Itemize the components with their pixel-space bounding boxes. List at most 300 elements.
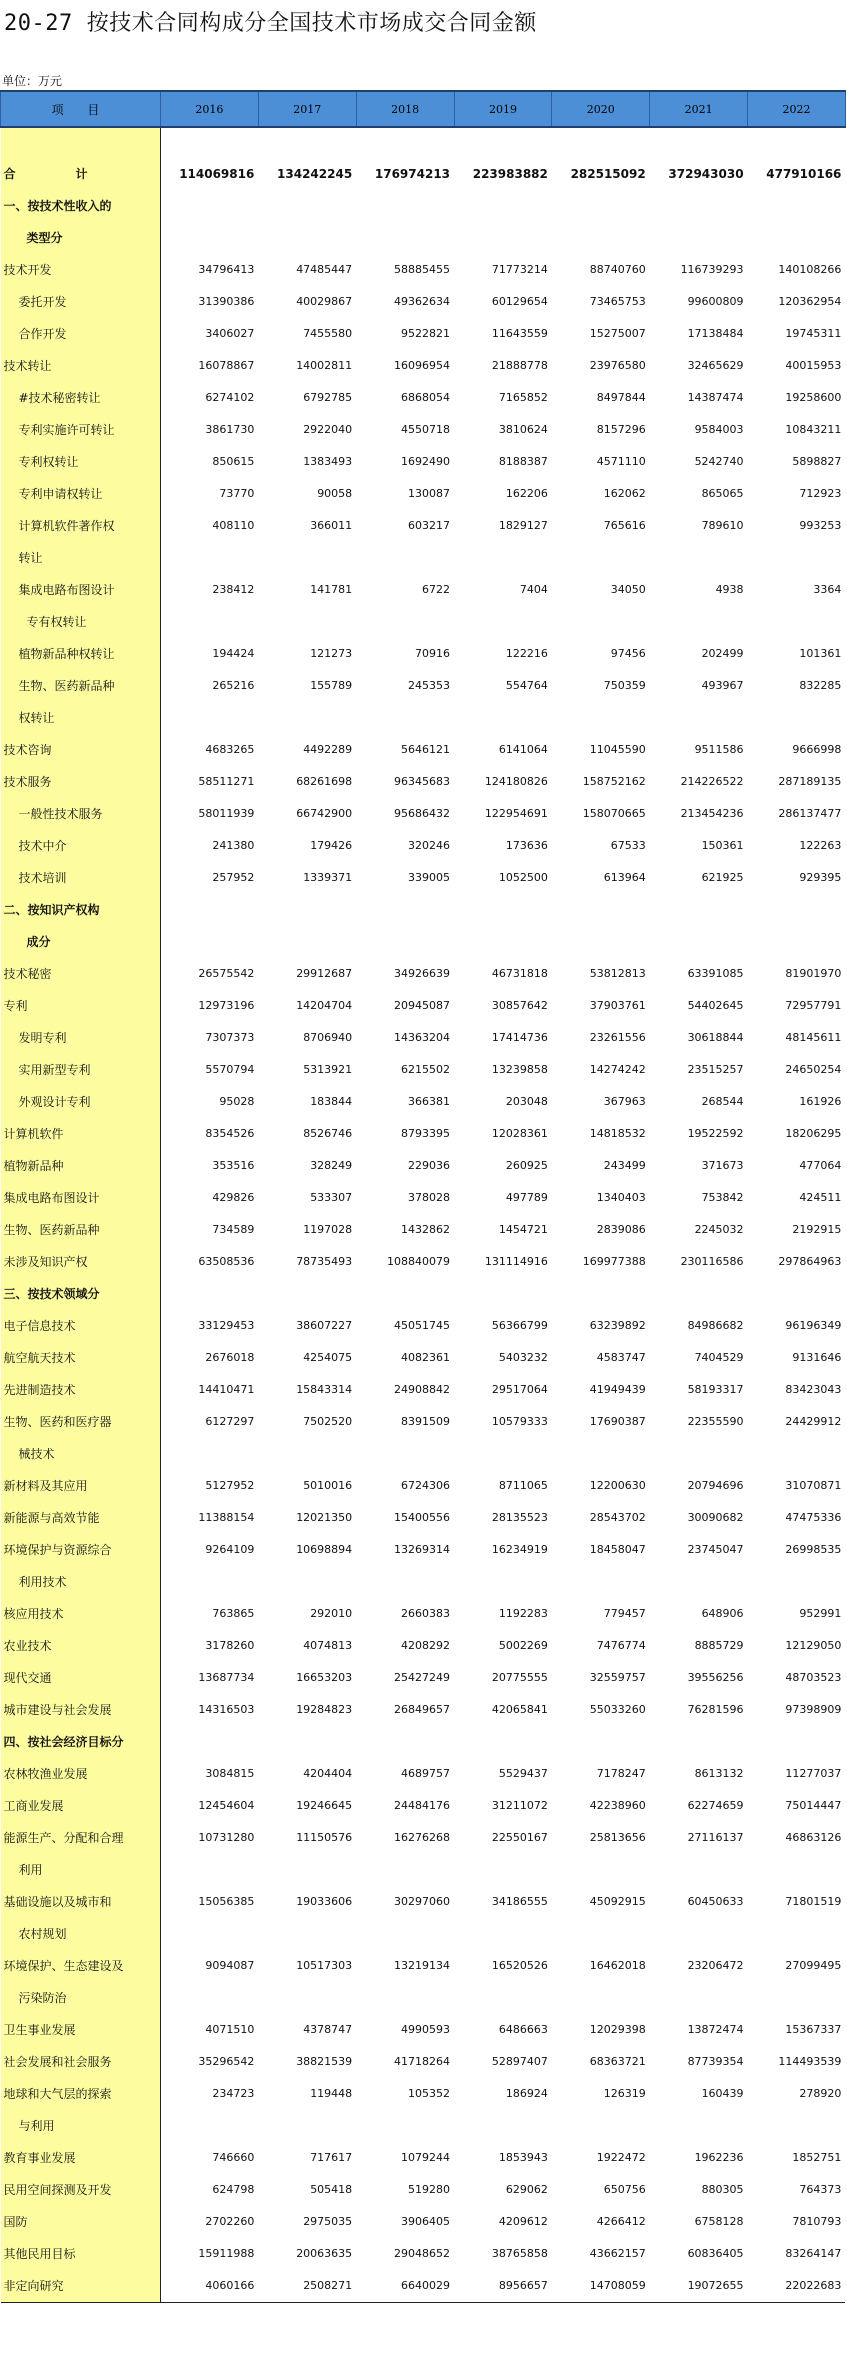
row-label: 械技术 (1, 1438, 161, 1470)
cell-value: 14387474 (687, 391, 744, 404)
cell-value: 87739354 (687, 2055, 744, 2068)
cell-value: 4204404 (303, 1767, 353, 1780)
cell-value: 90058 (317, 487, 353, 500)
cell-value: 114493539 (778, 2055, 842, 2068)
cell-value: 30857642 (491, 999, 548, 1012)
row-label: 权转让 (1, 702, 161, 734)
cell-value (356, 702, 454, 734)
cell-value: 26849657 (394, 1703, 451, 1716)
cell-value: 76281596 (687, 1703, 744, 1716)
cell-value (748, 542, 846, 574)
cell-value (356, 1918, 454, 1950)
cell-value: 67533 (610, 839, 646, 852)
cell-value: 1383493 (303, 455, 353, 468)
cell-value: 124180826 (484, 775, 548, 788)
cell-value (748, 127, 846, 158)
cell-value: 292010 (310, 1607, 353, 1620)
cell-value: 717617 (310, 2151, 353, 2164)
cell-value: 131114916 (484, 1255, 548, 1268)
header-year: 2022 (748, 91, 846, 127)
table-row (1, 542, 846, 574)
table-row (1, 1118, 846, 1150)
row-label: 先进制造技术 (1, 1374, 161, 1406)
table-row (1, 2078, 846, 2110)
cell-value: 7810793 (792, 2215, 842, 2228)
cell-value: 47475336 (785, 1511, 842, 1524)
row-label: 集成电路布图设计 (1, 574, 161, 606)
cell-value (748, 1982, 846, 2014)
cell-value: 9511586 (694, 743, 744, 756)
row-label: 植物新品种 (1, 1150, 161, 1182)
cell-value: 4208292 (401, 1639, 451, 1652)
cell-value: 477064 (799, 1159, 842, 1172)
cell-value: 96196349 (785, 1319, 842, 1332)
cell-value (748, 702, 846, 734)
cell-value: 353516 (212, 1159, 255, 1172)
table-row (1, 2238, 846, 2270)
cell-value (552, 1726, 650, 1758)
cell-value: 169977388 (582, 1255, 646, 1268)
cell-value (356, 2110, 454, 2142)
cell-value: 96345683 (394, 775, 451, 788)
table-body (1, 127, 846, 2303)
cell-value: 119448 (310, 2087, 353, 2100)
cell-value (748, 222, 846, 254)
cell-value: 7307373 (205, 1031, 255, 1044)
cell-value (258, 2110, 356, 2142)
row-label: 新材料及其应用 (1, 1470, 161, 1502)
cell-value: 194424 (212, 647, 255, 660)
cell-value (552, 1918, 650, 1950)
cell-value: 52897407 (491, 2055, 548, 2068)
row-label: 植物新品种权转让 (1, 638, 161, 670)
cell-value: 238412 (212, 583, 255, 596)
cell-value: 8956657 (454, 2270, 552, 2303)
cell-value: 223983882 (472, 167, 548, 181)
row-label: 民用空间探测及开发 (1, 2174, 161, 2206)
row-label: 计算机软件 (1, 1118, 161, 1150)
cell-value (748, 1726, 846, 1758)
cell-value: 5570794 (205, 1063, 255, 1076)
table-row (1, 958, 846, 990)
cell-value: 4378747 (303, 2023, 353, 2036)
row-label: 利用 (1, 1854, 161, 1886)
row-label: 教育事业发展 (1, 2142, 161, 2174)
cell-value: 3861730 (205, 423, 255, 436)
cell-value: 4071510 (205, 2023, 255, 2036)
row-label: 三、按技术领域分 (1, 1278, 161, 1310)
cell-value (356, 1278, 454, 1310)
table-row (1, 702, 846, 734)
table-row (1, 798, 846, 830)
cell-value: 41718264 (394, 2055, 451, 2068)
page-title (4, 6, 537, 37)
cell-value: 2660383 (401, 1607, 451, 1620)
table-row (1, 830, 846, 862)
cell-value (650, 606, 748, 638)
cell-value (748, 606, 846, 638)
cell-value (748, 1278, 846, 1310)
cell-value: 183844 (310, 1095, 353, 1108)
cell-value (454, 222, 552, 254)
cell-value: 5313921 (303, 1063, 353, 1076)
cell-value (454, 894, 552, 926)
cell-value: 58011939 (198, 807, 255, 820)
row-label: 电子信息技术 (1, 1310, 161, 1342)
cell-value: 16276268 (394, 1831, 451, 1844)
cell-value: 141781 (310, 583, 353, 596)
cell-value: 14818532 (589, 1127, 646, 1140)
table-row (1, 1886, 846, 1918)
cell-value (552, 894, 650, 926)
cell-value (356, 1982, 454, 2014)
cell-value: 37903761 (589, 999, 646, 1012)
cell-value: 20775555 (491, 1671, 548, 1684)
cell-value: 56366799 (491, 1319, 548, 1332)
table-row (1, 1694, 846, 1726)
cell-value: 162206 (505, 487, 548, 500)
cell-value: 83264147 (785, 2247, 842, 2260)
cell-value: 6274102 (205, 391, 255, 404)
cell-value: 286137477 (778, 807, 842, 820)
cell-value (454, 1438, 552, 1470)
cell-value (454, 702, 552, 734)
cell-value (454, 190, 552, 222)
cell-value: 3084815 (205, 1767, 255, 1780)
cell-value: 1852751 (792, 2151, 842, 2164)
cell-value: 8885729 (694, 1639, 744, 1652)
table-row (1, 606, 846, 638)
cell-value: 19072655 (650, 2270, 748, 2303)
cell-value: 116739293 (680, 263, 744, 276)
cell-value: 10731280 (198, 1831, 255, 1844)
cell-value (552, 1278, 650, 1310)
cell-value (356, 127, 454, 158)
cell-value: 70916 (415, 647, 451, 660)
cell-value: 5646121 (401, 743, 451, 756)
cell-value: 120362954 (778, 295, 842, 308)
cell-value: 34926639 (394, 967, 451, 980)
row-label: 卫生事业发展 (1, 2014, 161, 2046)
cell-value: 2702260 (205, 2215, 255, 2228)
cell-value: 832285 (799, 679, 842, 692)
row-label: 发明专利 (1, 1022, 161, 1054)
table-row (1, 2110, 846, 2142)
row-label: 技术培训 (1, 862, 161, 894)
cell-value: 4689757 (401, 1767, 451, 1780)
cell-value: 1432862 (401, 1223, 451, 1236)
header-year: 2020 (552, 91, 650, 127)
cell-value: 12028361 (491, 1127, 548, 1140)
cell-value: 12021350 (296, 1511, 353, 1524)
row-label: 污染防治 (1, 1982, 161, 2014)
cell-value: 12454604 (198, 1799, 255, 1812)
cell-value: 21888778 (491, 359, 548, 372)
cell-value (748, 2110, 846, 2142)
cell-value (552, 190, 650, 222)
cell-value: 2676018 (205, 1351, 255, 1364)
cell-value: 4938 (715, 583, 744, 596)
cell-value: 268544 (701, 1095, 744, 1108)
cell-value: 265216 (212, 679, 255, 692)
cell-value: 7455580 (303, 327, 353, 340)
cell-value: 7502520 (303, 1415, 353, 1428)
table-row (1, 1438, 846, 1470)
row-label (1, 127, 161, 158)
table-row (1, 2046, 846, 2078)
cell-value (748, 1854, 846, 1886)
cell-value: 186924 (505, 2087, 548, 2100)
cell-value: 1197028 (303, 1223, 353, 1236)
cell-value: 71773214 (491, 263, 548, 276)
row-label: 一般性技术服务 (1, 798, 161, 830)
cell-value: 5403232 (498, 1351, 548, 1364)
table-row (1, 734, 846, 766)
row-label: 核应用技术 (1, 1598, 161, 1630)
row-label: 农村规划 (1, 1918, 161, 1950)
cell-value (161, 1918, 259, 1950)
cell-value: 372943030 (668, 167, 744, 181)
cell-value: 14363204 (394, 1031, 451, 1044)
row-label: 转让 (1, 542, 161, 574)
cell-value (258, 606, 356, 638)
header-item: 项 目 (1, 91, 161, 127)
cell-value: 5898827 (792, 455, 842, 468)
cell-value: 28135523 (491, 1511, 548, 1524)
cell-value (748, 190, 846, 222)
cell-value: 54402645 (687, 999, 744, 1012)
table-row (1, 1918, 846, 1950)
cell-value: 29048652 (394, 2247, 451, 2260)
row-label: 农林牧渔业发展 (1, 1758, 161, 1790)
cell-value: 101361 (799, 647, 842, 660)
cell-value: 114069816 (179, 167, 255, 181)
cell-value: 328249 (310, 1159, 353, 1172)
cell-value: 130087 (408, 487, 451, 500)
row-label: 专利申请权转让 (1, 478, 161, 510)
cell-value: 1692490 (401, 455, 451, 468)
cell-value: 424511 (799, 1191, 842, 1204)
row-label: 类型分 (1, 222, 161, 254)
cell-value: 34186555 (491, 1895, 548, 1908)
cell-value (552, 1854, 650, 1886)
cell-value: 160439 (701, 2087, 744, 2100)
cell-value: 158752162 (582, 775, 646, 788)
row-label: 外观设计专利 (1, 1086, 161, 1118)
cell-value: 603217 (408, 519, 451, 532)
table-row (1, 1950, 846, 1982)
cell-value (454, 1566, 552, 1598)
cell-value (552, 222, 650, 254)
cell-value: 366381 (408, 1095, 451, 1108)
cell-value: 122216 (505, 647, 548, 660)
cell-value: 14410471 (198, 1383, 255, 1396)
cell-value: 4492289 (303, 743, 353, 756)
cell-value (258, 894, 356, 926)
cell-value (258, 127, 356, 158)
table-row (1, 1822, 846, 1854)
cell-value: 12973196 (198, 999, 255, 1012)
row-label: 利用技术 (1, 1566, 161, 1598)
cell-value: 712923 (799, 487, 842, 500)
row-label: 专利实施许可转让 (1, 414, 161, 446)
cell-value: 19258600 (785, 391, 842, 404)
cell-value: 62274659 (687, 1799, 744, 1812)
cell-value: 15400556 (394, 1511, 451, 1524)
cell-value: 993253 (799, 519, 842, 532)
cell-value: 27116137 (687, 1831, 744, 1844)
cell-value: 929395 (799, 871, 842, 884)
cell-value: 38765858 (491, 2247, 548, 2260)
cell-value: 648906 (701, 1607, 744, 1620)
cell-value (161, 1278, 259, 1310)
cell-value (552, 926, 650, 958)
cell-value: 83423043 (785, 1383, 842, 1396)
cell-value: 13687734 (198, 1671, 255, 1684)
cell-value: 15275007 (589, 327, 646, 340)
cell-value (161, 926, 259, 958)
cell-value: 1052500 (498, 871, 548, 884)
table-row (1, 510, 846, 542)
cell-value: 88740760 (589, 263, 646, 276)
cell-value: 23976580 (589, 359, 646, 372)
cell-value: 5529437 (498, 1767, 548, 1780)
cell-value: 18458047 (589, 1543, 646, 1556)
table-number: 20-27 (4, 11, 73, 36)
cell-value: 23515257 (687, 1063, 744, 1076)
cell-value (356, 222, 454, 254)
cell-value (650, 1438, 748, 1470)
cell-value: 63508536 (198, 1255, 255, 1268)
cell-value: 5002269 (498, 1639, 548, 1652)
cell-value (161, 222, 259, 254)
cell-value: 150361 (701, 839, 744, 852)
cell-value (161, 127, 259, 158)
cell-value: 23745047 (687, 1543, 744, 1556)
table-row (1, 670, 846, 702)
cell-value: 339005 (408, 871, 451, 884)
cell-value (454, 542, 552, 574)
cell-value: 16096954 (394, 359, 451, 372)
table-row (1, 446, 846, 478)
cell-value: 45092915 (589, 1895, 646, 1908)
table-row (1, 1726, 846, 1758)
cell-value: 2245032 (694, 1223, 744, 1236)
table-row (1, 1342, 846, 1374)
row-label: 一、按技术性收入的 (1, 190, 161, 222)
row-label: 能源生产、分配和合理 (1, 1822, 161, 1854)
header-year: 2019 (454, 91, 552, 127)
row-label: 环境保护、生态建设及 (1, 1950, 161, 1982)
cell-value: 6724306 (401, 1479, 451, 1492)
table-row (1, 382, 846, 414)
cell-value (650, 702, 748, 734)
cell-value: 34050 (610, 583, 646, 596)
cell-value: 3364 (813, 583, 842, 596)
cell-value: 25813656 (589, 1831, 646, 1844)
cell-value: 4209612 (498, 2215, 548, 2228)
cell-value: 30297060 (394, 1895, 451, 1908)
cell-value: 58885455 (394, 263, 451, 276)
cell-value: 497789 (505, 1191, 548, 1204)
row-label: 合 计 (1, 158, 161, 190)
cell-value: 880305 (701, 2183, 744, 2196)
cell-value (161, 1726, 259, 1758)
cell-value: 66742900 (296, 807, 353, 820)
cell-value: 278920 (799, 2087, 842, 2100)
cell-value: 31070871 (785, 1479, 842, 1492)
cell-value (552, 606, 650, 638)
cell-value: 13219134 (394, 1959, 451, 1972)
cell-value: 505418 (310, 2183, 353, 2196)
row-label: 四、按社会经济目标分 (1, 1726, 161, 1758)
cell-value (356, 190, 454, 222)
cell-value: 1853943 (498, 2151, 548, 2164)
cell-value (650, 542, 748, 574)
cell-value: 6640029 (356, 2270, 454, 2303)
cell-value: 73770 (219, 487, 255, 500)
cell-value: 6215502 (401, 1063, 451, 1076)
cell-value: 155789 (310, 679, 353, 692)
data-table (0, 90, 846, 2303)
table-row (1, 222, 846, 254)
cell-value: 30618844 (687, 1031, 744, 1044)
cell-value: 241380 (212, 839, 255, 852)
cell-value (161, 2110, 259, 2142)
cell-value: 1079244 (401, 2151, 451, 2164)
cell-value: 7178247 (596, 1767, 646, 1780)
cell-value: 214226522 (680, 775, 744, 788)
cell-value (552, 1438, 650, 1470)
cell-value: 1454721 (498, 1223, 548, 1236)
cell-value: 48703523 (785, 1671, 842, 1684)
row-label: 技术开发 (1, 254, 161, 286)
cell-value: 81901970 (785, 967, 842, 980)
table-row (1, 1150, 846, 1182)
cell-value: 42238960 (589, 1799, 646, 1812)
cell-value (258, 702, 356, 734)
cell-value (552, 127, 650, 158)
cell-value: 2192915 (792, 1223, 842, 1236)
cell-value: 4550718 (401, 423, 451, 436)
cell-value: 2975035 (303, 2215, 353, 2228)
cell-value: 9584003 (694, 423, 744, 436)
cell-value: 108840079 (387, 1255, 451, 1268)
cell-value (258, 1982, 356, 2014)
cell-value: 650756 (603, 2183, 646, 2196)
cell-value (650, 2110, 748, 2142)
cell-value (161, 1982, 259, 2014)
cell-value (748, 1566, 846, 1598)
cell-value (356, 1726, 454, 1758)
cell-value: 7476774 (596, 1639, 646, 1652)
cell-value: 45051745 (394, 1319, 451, 1332)
cell-value: 16653203 (296, 1671, 353, 1684)
cell-value: 8157296 (596, 423, 646, 436)
cell-value: 2922040 (303, 423, 353, 436)
table-row (1, 1854, 846, 1886)
cell-value: 17414736 (491, 1031, 548, 1044)
cell-value: 245353 (408, 679, 451, 692)
cell-value: 28543702 (589, 1511, 646, 1524)
cell-value (650, 1566, 748, 1598)
cell-value (748, 1918, 846, 1950)
cell-value: 10517303 (296, 1959, 353, 1972)
cell-value: 213454236 (680, 807, 744, 820)
cell-value: 161926 (799, 1095, 842, 1108)
cell-value: 9666998 (792, 743, 842, 756)
cell-value (258, 1726, 356, 1758)
